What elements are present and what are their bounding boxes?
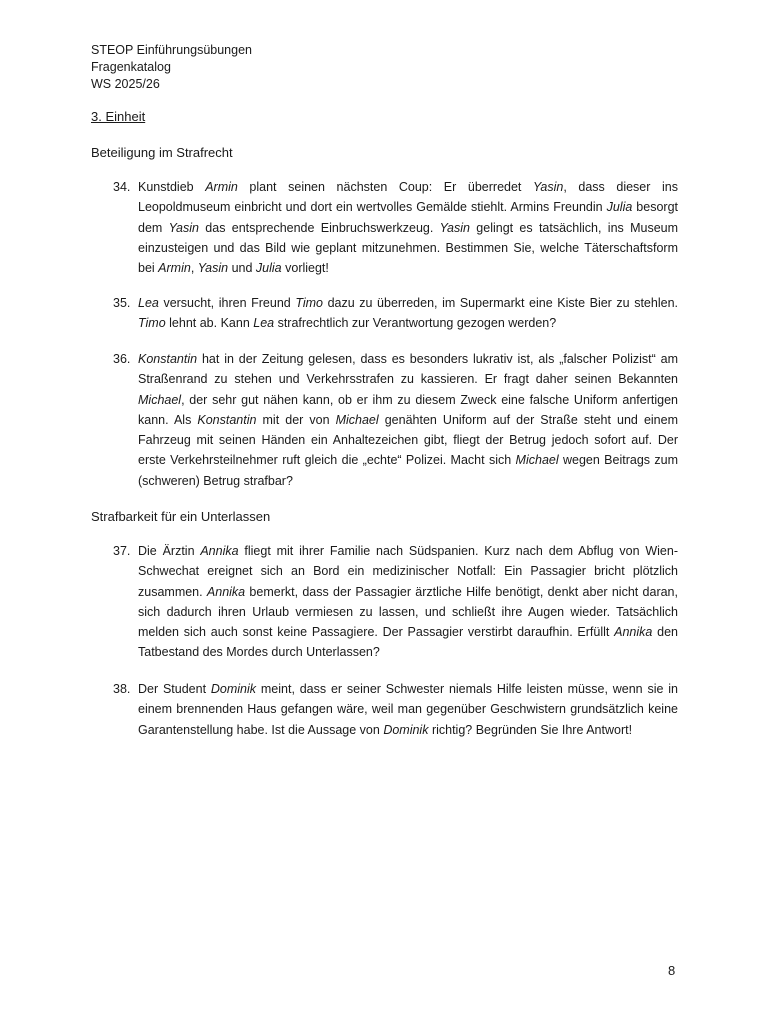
question-number: 36. [113,352,131,366]
question-text-segment: Der Student [138,682,211,696]
header-course: STEOP Einführungsübungen [91,43,252,57]
document-header [91,42,252,93]
question-text-segment: dazu zu überreden, im Supermarkt eine Kiste Bier zu stehlen. [322,296,678,310]
header-catalog: Fragenkatalog [91,60,171,74]
question-text-segment: plant seinen nächsten Coup: Er überredet [237,180,533,194]
question-text-segment: lehnt ab. Kann [165,316,254,331]
question-37 [113,541,678,663]
question-text-segment: vorliegt! [281,261,329,276]
person-name: Yasin [168,220,199,235]
person-name: Dominik [210,682,257,696]
person-name: Yasin [439,220,470,235]
person-name: Timo [295,296,323,310]
question-text [138,177,678,278]
person-name: Konstantin [138,352,198,366]
person-name: Lea [138,296,159,310]
section-heading-beteiligung: Beteiligung im Strafrecht [91,145,233,160]
question-number: 35. [113,296,131,310]
person-name: Annika [200,544,239,558]
question-text [138,541,678,663]
person-name: Julia [255,261,282,276]
person-name: Julia [606,200,633,215]
person-name: Timo [138,316,166,331]
person-name: Lea [253,316,275,331]
question-text-segment: versucht, ihren Freund [158,296,296,310]
person-name: Annika [614,625,653,640]
person-name: Armin [205,180,238,194]
person-name: Annika [206,584,246,599]
header-semester: WS 2025/26 [91,77,160,91]
section-heading-unterlassen: Strafbarkeit für ein Unterlassen [91,509,271,524]
unit-title: 3. Einheit [91,109,146,124]
question-text-segment: und [228,261,256,276]
question-text-segment: richtig? Begründen Sie Ihre Antwort! [428,722,633,737]
question-text-segment: genähten Uniform auf der Straße steht und einem Fahrzeug mit seinen Händen ein Anhaltezeichen gibt, fliegt der Betrug jedoch sofort auf. Der erste Verkehrsteilnehmer ruft gleich die „echte“ Polizei. Macht sich [138,412,678,468]
question-number: 37. [113,544,131,558]
person-name: Armin [158,261,191,276]
person-name: Yasin [197,261,229,276]
question-36 [113,349,678,491]
question-text-segment: Kunstdieb [138,180,206,194]
question-text-segment: besorgt dem [138,200,678,235]
question-text-segment: Die Ärztin [138,544,201,558]
question-text-segment: meint, dass er seiner Schwester niemals Hilfe leisten müsse, wenn sie in einem brennenden Haus gefangen wäre, weil man gegenüber Geschwistern grundsätzlich keine Garantenstellung habe. Ist die Aussage von [138,682,678,737]
question-text [138,349,678,491]
page-number: 8 [668,963,676,978]
question-number: 34. [113,180,131,194]
question-text-segment: bemerkt, dass der Passagier ärztliche Hilfe benötigt, denkt aber nicht daran, sich dadurch ihren Urlaub vermiesen zu lassen, und schließt ihre Augen wieder. Tatsächlich melden sich auch sonst keine Passagiere. Der Passagier verstirbt daraufhin. Erfüllt [138,584,678,640]
person-name: Yasin [532,180,564,194]
question-text [138,679,678,740]
question-text [138,293,678,334]
person-name: Michael [515,453,559,468]
person-name: Konstantin [197,412,257,427]
question-number: 38. [113,682,131,696]
question-text-segment: strafrechtlich zur Verantwortung gezogen werden? [274,316,557,331]
question-text-segment: den Tatbestand des Mordes durch Unterlassen? [138,625,678,660]
person-name: Dominik [383,722,429,737]
question-text-segment: , der sehr gut nähen kann, ob er ihm zu diesem Zweck eine falsche Uniform anfertigen kann. Als [138,392,678,427]
question-38 [113,679,678,740]
question-text-segment: , [190,261,198,276]
question-text-segment: mit der von [256,412,336,427]
question-text-segment: , dass dieser ins Leopoldmuseum einbricht und dort ein wertvolles Gemälde stiehlt. Armins Freundin [138,180,678,215]
question-text-segment: hat in der Zeitung gelesen, dass es besonders lukrativ ist, als „falscher Polizist“ am Straßenrand zu stehen und Verkehrsstrafen zu kassieren. Er fragt daher seinen Bekannten [138,352,678,387]
person-name: Michael [335,412,379,427]
question-text-segment: gelingt es tatsächlich, ins Museum einzusteigen und das Bild wie geplant mitzunehmen. Bestimmen Sie, welche Täterschaftsform bei [138,220,679,276]
person-name: Michael [138,392,182,407]
question-text-segment: das entsprechende Einbruchswerkzeug. [198,220,440,235]
question-34 [113,177,678,278]
question-text-segment: wegen Beitrags zum (schweren) Betrug strafbar? [138,453,678,488]
question-text-segment: fliegt mit ihrer Familie nach Südspanien. Kurz nach dem Abflug von Wien-Schwechat ereignet sich an Bord ein medizinischer Notfall: Ein Passagier bricht plötzlich zusammen. [138,544,678,599]
question-35 [113,293,678,334]
